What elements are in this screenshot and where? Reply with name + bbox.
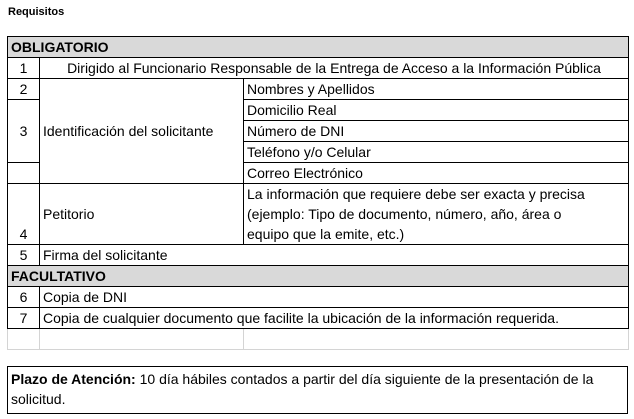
petition-label: Petitorio (40, 184, 244, 245)
field-phone: Teléfono y/o Celular (244, 142, 629, 163)
applicant-identification-label: Identificación del solicitante (40, 79, 244, 184)
field-name: Nombres y Apellidos (244, 79, 629, 100)
requirement-text: Copia de DNI (40, 287, 629, 308)
section-mandatory-row (8, 37, 629, 58)
row-number: 5 (8, 245, 40, 266)
row-number: 7 (8, 308, 40, 329)
section-optional-row (8, 266, 629, 287)
attention-deadline-note (7, 366, 628, 414)
row-number: 1 (8, 58, 40, 79)
requirements-table (7, 36, 629, 350)
grid-cell (244, 329, 629, 350)
field-address: Domicilio Real (244, 100, 629, 121)
note-text: 10 día hábiles contados a partir del día siguiente de la presentación de la solicitud. (11, 371, 594, 407)
requirement-text: Copia de cualquier documento que facilite la ubicación de la información requerida. (40, 308, 629, 329)
grid-cell (8, 329, 40, 350)
table-row (8, 308, 629, 329)
row-number: 4 (8, 184, 40, 245)
requirement-text: Firma del solicitante (40, 245, 629, 266)
row-number: 3 (8, 100, 40, 163)
table-row (8, 58, 629, 79)
petition-line: equipo que la emite, etc.) (247, 226, 405, 242)
section-mandatory-header: OBLIGATORIO (8, 37, 629, 58)
petition-line: (ejemplo: Tipo de documento, número, año, área o (247, 206, 562, 222)
requirement-text: Dirigido al Funcionario Responsable de la Entrega de Acceso a la Información Pública (40, 58, 629, 79)
table-row (8, 287, 629, 308)
petition-line: La información que requiere debe ser exacta y precisa (247, 186, 585, 202)
field-dni: Número de DNI (244, 121, 629, 142)
empty-grid-row (8, 329, 629, 350)
row-number: 6 (8, 287, 40, 308)
page-title: Requisitos (8, 6, 65, 18)
field-email: Correo Electrónico (244, 163, 629, 184)
row-number-empty (8, 163, 40, 184)
section-optional-header: FACULTATIVO (8, 266, 629, 287)
table-row (8, 79, 629, 100)
table-row (8, 245, 629, 266)
grid-cell (40, 329, 244, 350)
table-row (8, 184, 629, 245)
row-number: 2 (8, 79, 40, 100)
petition-description (244, 184, 629, 245)
note-label: Plazo de Atención: (11, 371, 136, 387)
